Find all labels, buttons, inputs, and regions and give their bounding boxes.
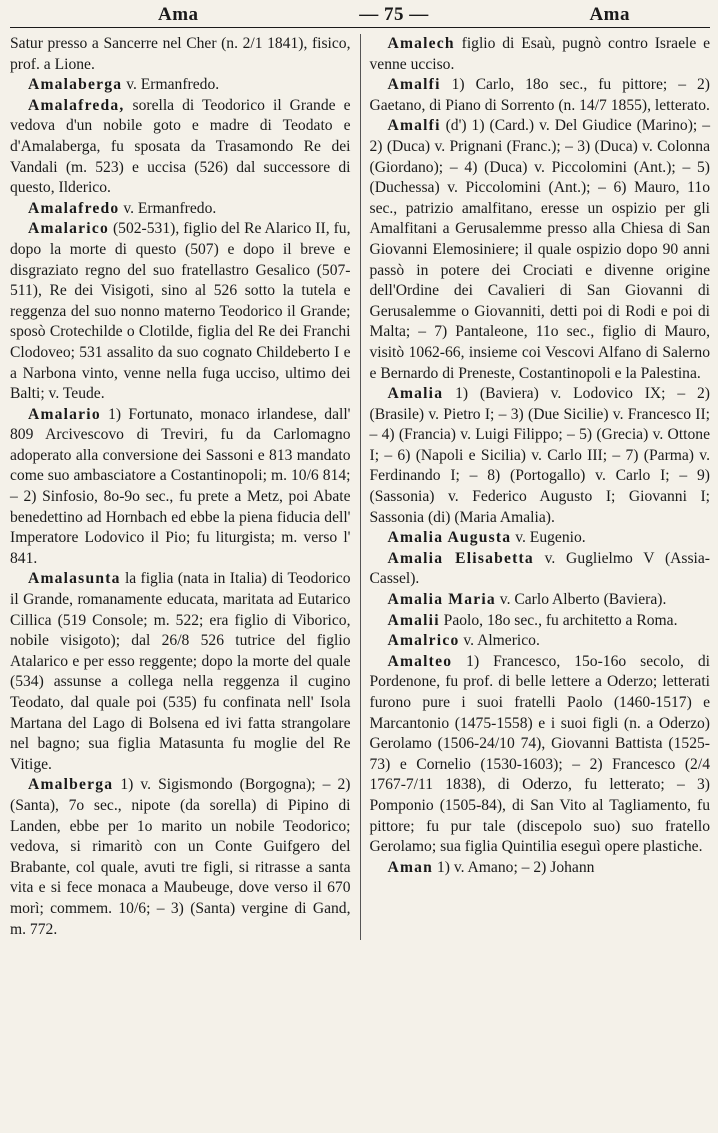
entry [10,219,351,404]
entry-headword: Amalarico [28,220,109,238]
header-left: Ama [158,4,199,25]
entry-text: v. Eugenio. [515,529,586,547]
entry-text: 1) Carlo, 18o sec., fu pittore; – 2) Gaetano, di Piano di Sorrento (n. 14/7 1855), letterato. [369,76,710,114]
running-header [10,4,710,28]
entry-text: (d') 1) (Card.) v. Del Giudice (Marino); – 2) (Duca) v. Prignani (Franc.); – 3) (Duca) v. Colonna (Giordano); – 4) (Duca) v. Piccolomini (Ant.); – 5) (Duchessa) v. Piccolomini (Ant.); – 6) Mauro, 11o sec., patrizio amalfitano, eresse un ospizio per gli Amalfitani a Gerusalemme presso alla Chiesa di San Giovanni Elemosiniere; il quale ospizio dopo 90 anni passò in potere dei Crociati e divenne origine dell'Ordine dei Cavalieri di San Giovanni di Gerusalemme o Giovanniti, detti poi di Rodi e poi di Malta; – 7) Pantaleone, 11o sec., figlio di Mauro, visitò 1062-66, insieme coi Vescovi Alfano di Salerno e Bernardo di Preneste, Costantinopoli e la Palestina. [369,117,710,382]
entry [370,34,711,75]
entry [10,569,351,775]
entry-headword: Amalteo [387,652,453,670]
entry-text: v. Guglielmo V (Assia-Cassel). [369,549,710,588]
left-column [10,34,361,940]
entry [10,34,351,75]
entry [10,75,351,96]
entry [10,96,351,199]
entry-headword: Amalafreda, [28,96,125,114]
entry [370,631,711,652]
entry-text: v. Ermanfredo. [126,76,220,94]
right-column [361,34,711,940]
entry [10,199,351,220]
entry-text: 1) Fortunato, monaco irlandese, dall' 809 Arcivescovo di Treviri, fu da Carlomagno adoperato alla conversione dei Sassoni e 813 mandato come suo ambasciatore a Costantinopoli; m. 10/6 814; – 2) Sinfosio, 8o-9o sec., fu prete a Metz, poi Abate benedettino ad Hornbach ed ebbe la piena fiducia dell' Imperatore Lodovico il Pio; fu liturgista; m. verso l' 841. [10,405,351,567]
entry-text: 1) v. Sigismondo (Borgogna); – 2) (Santa), 7o sec., nipote (da sorella) di Pipino di Landen, ebbe per 1o marito un nobile Teodorico; vedova, si rimaritò con un Conte Guifgero del Brabante, col quale, avuti tre figli, si ritrasse a santa vita e si fece monaca a Maubeuge, dove verso il 670 morì; commem. 10/6; – 3) (Santa) vergine di Gand, m. 772. [10,776,351,938]
entry-headword: Amalfi [387,76,441,94]
entry [10,405,351,570]
two-column-body [10,34,710,940]
entry-text: 1) (Baviera) v. Lodovico IX; – 2) (Brasile) v. Pietro I; – 3) (Due Sicilie) v. Francesco II; – 4) (Francia) v. Luigi Filippo; – 5) (Grecia) v. Ottone I; – 6) (Napoli e Sicilia) v. Carlo III; – 7) (Parma) v. Ferdinando I; – 8) (Portogallo) v. Carlo I; – 9) (Sassonia) v. Federico Augusto I; Giovanni I; Sassonia (di) (Maria Amalia). [369,385,710,526]
entry [370,528,711,549]
entry-text: la figlia (nata in Italia) di Teodorico il Grande, romanamente educata, maritata ad Eutarico Cillica (519 Console; m. 522; era figlio di Viborico, nobile visigoto); dal 26/8 526 tutrice del figlio Atalarico e per esso reggente; dopo la morte del quale (534) assunse a collega nella reggenza il cugino Teodato, dal quale poi (535) fu confinata nell' Isola Martana del Lago di Bolsena ed ivi fatta strangolare nel bagno; sua figlia Matasunta fu moglie del Re Vitige. [10,570,351,773]
header-right: Ama [589,4,630,25]
entry [370,116,711,384]
entry-text: Paolo, 18o sec., fu architetto a Roma. [443,611,678,629]
entry-headword: Amalario [28,405,101,423]
page-number: — 75 — [359,4,429,25]
entry-text: sorella di Teodorico il Grande e vedova d'un nobile goto e madre di Teodato e d'Amalaberga, fu sposata da Trasamondo Re dei Vandali (m. 523) e uccisa (526) dal successore di questo, Ilderico. [10,96,351,197]
entry-headword: Amalia Augusta [387,529,512,547]
entry [370,611,711,632]
entry [370,549,711,590]
entry-text: Satur presso a Sancerre nel Cher (n. 2/1 1841), fisico, prof. a Lione. [10,35,351,73]
entry-headword: Amalberga [28,776,114,794]
entry-headword: Amalech [387,35,455,52]
entry-text: v. Ermanfredo. [123,199,217,217]
entry-headword: Amalafredo [28,199,120,217]
entry-text: 1) Francesco, 15o-16o secolo, di Pordenone, fu prof. di belle lettere a Oderzo; letterati furono pure i suoi fratelli Paolo (1460-1517) e Marcantonio (1475-1558) e i suoi figli (n. a Oderzo) Gerolamo (1506-24/10 74), Giovanni Battista (1525-73) e Cornelio (1530-1603); – 2) Francesco (2/4 1767-7/11 1838), di Oderzo, fu letterato; – 3) Pomponio (1505-84), di San Vito al Tagliamento, fu pittore; fu pur tale (discepolo suo) suo fratello Gerolamo; sua figlia Quintilia eseguì opere plastiche. [369,652,710,856]
entry-text: v. Almerico. [463,632,540,650]
entry-headword: Amalaberga [28,76,123,94]
entry-headword: Amalii [387,611,440,629]
entry [370,652,711,858]
entry [370,384,711,528]
entry [370,590,711,611]
entry-headword: Amalrico [387,632,460,650]
entry-headword: Amalfi [387,117,441,135]
entry-headword: Amalia Elisabetta [387,549,534,567]
entry-headword: Amalasunta [28,570,121,588]
entry-headword: Aman [387,858,434,876]
entry-text: figlio di Esaù, pugnò contro Israele e venne ucciso. [369,35,710,73]
entry [370,75,711,116]
entry-text: 1) v. Amano; – 2) Johann [436,858,595,876]
entry [370,858,711,879]
entry [10,775,351,940]
entry-text: (502-531), figlio del Re Alarico II, fu, dopo la morte di questo (507) e dopo il breve e disgraziato regno del suo fratellastro Gesalico (507-511), Re dei Visigoti, sino al 526 sotto la tutela e reggenza del suo nonno materno Teodorico il Grande; sposò Crotechilde o Clotilde, figlia del Re dei Franchi Clodoveo; 531 assalito da suo cognato Childeberto I e a Narbona vinto, venne nella fuga ucciso, ultimo dei Balti; v. Teude. [10,220,351,403]
entry-text: v. Carlo Alberto (Baviera). [499,591,667,609]
entry-headword: Amalia [387,385,444,403]
entry-headword: Amalia Maria [387,591,496,609]
